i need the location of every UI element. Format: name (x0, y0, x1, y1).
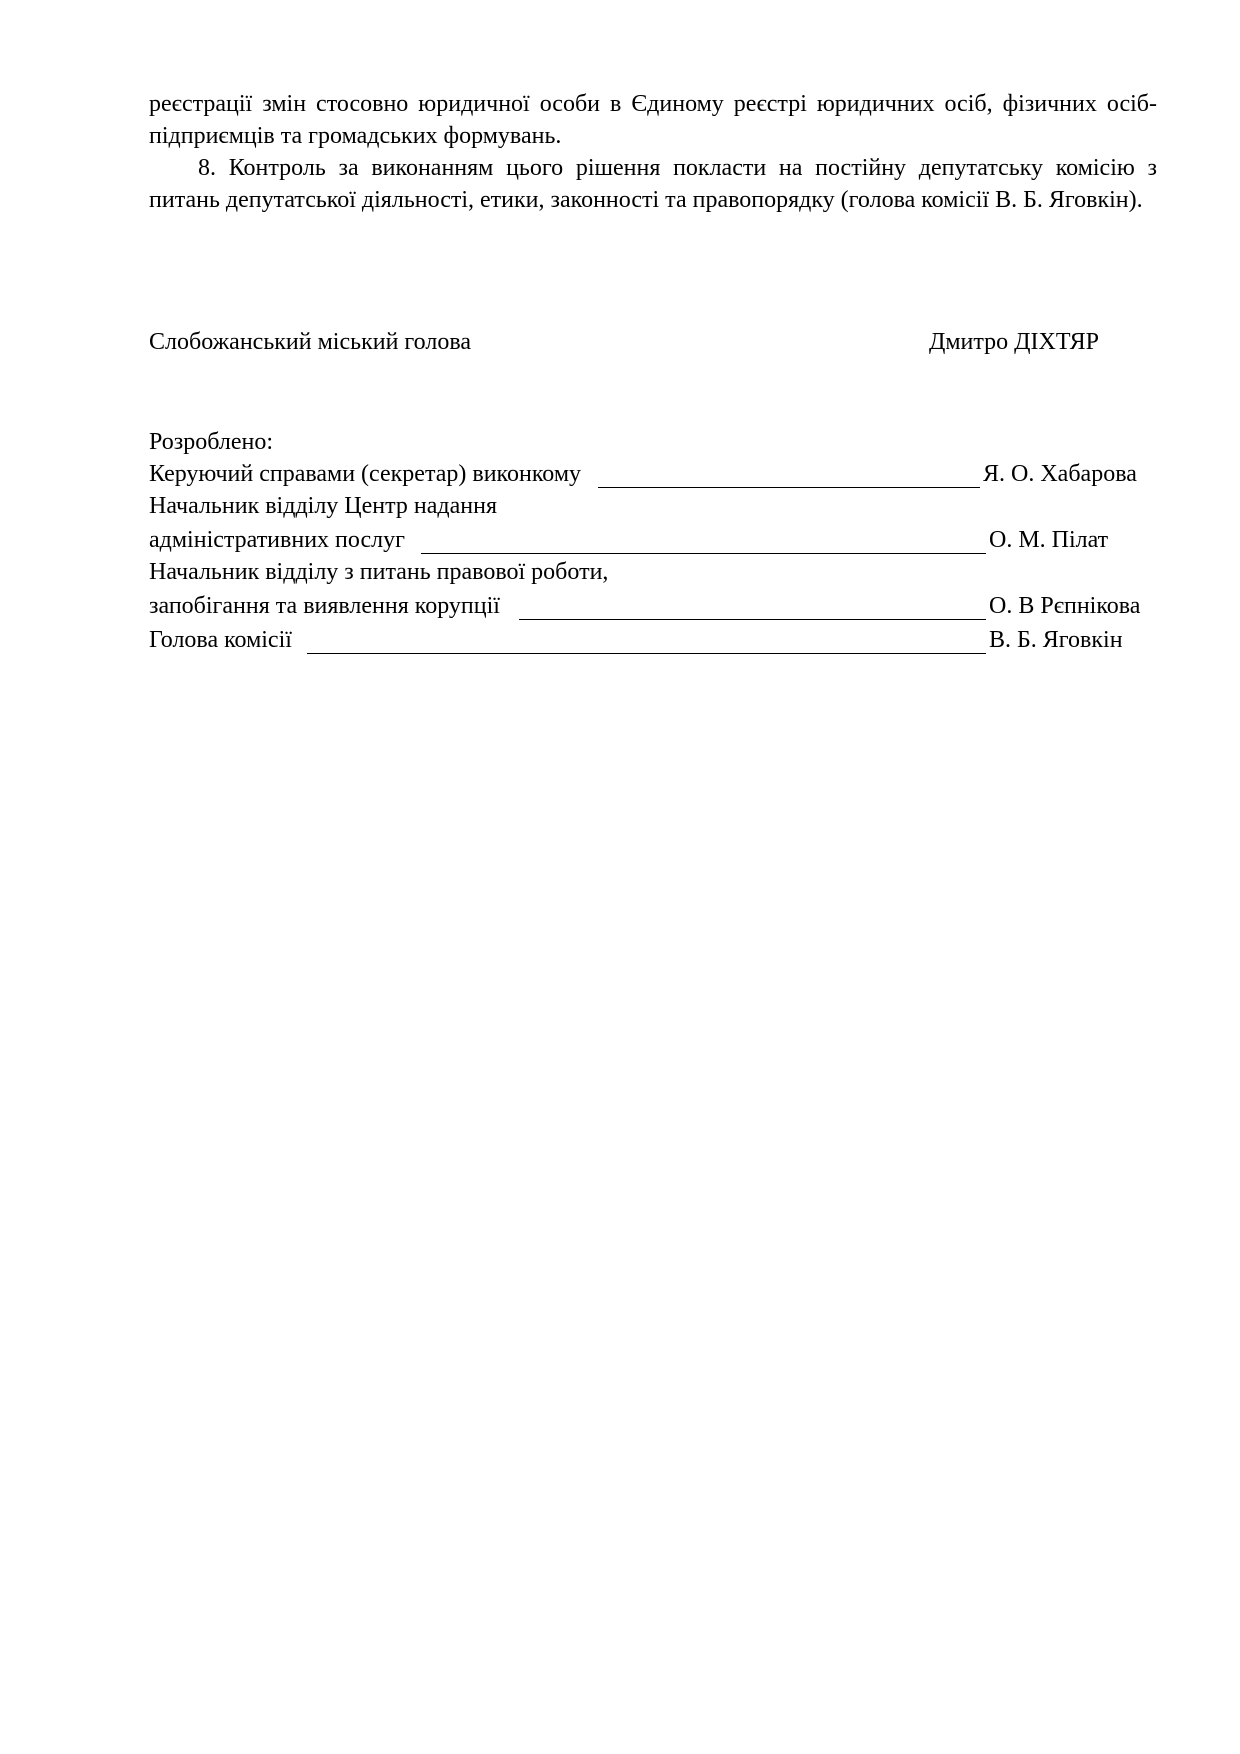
paragraph-8-control: 8. Контроль за виконанням цього рішення покласти на постійну депутатську комісію з питань депутатської діяльності, етики, законності та правопорядку (голова комісії В. Б. Яговкін). (149, 155, 1157, 213)
paragraph-continuation: реєстрації змін стосовно юридичної особи в Єдиному реєстрі юридичних осіб, фізичних осіб-підприємців та громадських формувань. (149, 91, 1157, 149)
approval-row-secretary (149, 458, 1157, 490)
mayor-signature-block (149, 326, 1157, 358)
approval-row-legal (149, 590, 1157, 622)
developed-heading: Розроблено: (149, 429, 273, 455)
signature-line (598, 458, 980, 488)
approval-label: Керуючий справами (секретар) виконкому (149, 461, 582, 487)
signature-line (519, 590, 986, 620)
approval-label: запобігання та виявлення корупції (149, 593, 500, 619)
signature-line (307, 624, 986, 654)
approval-name: О. М. Пілат (989, 527, 1109, 553)
approval-label: адміністративних послуг (149, 527, 405, 553)
approval-name: О. В Рєпнікова (989, 593, 1141, 619)
approval-label-line1: Начальник відділу Центр надання (149, 493, 497, 519)
approval-label-line1: Начальник відділу з питань правової роботи, (149, 559, 609, 585)
approval-row-commission (149, 624, 1157, 656)
signature-line (421, 524, 986, 554)
approval-name: Я. О. Хабарова (983, 461, 1137, 487)
approval-row-admin-services (149, 524, 1157, 556)
mayor-name: Дмитро ДІХТЯР (929, 329, 1099, 355)
approval-name: В. Б. Яговкін (989, 627, 1123, 653)
approval-label: Голова комісії (149, 627, 292, 653)
mayor-title: Слобожанський міський голова (149, 329, 471, 355)
